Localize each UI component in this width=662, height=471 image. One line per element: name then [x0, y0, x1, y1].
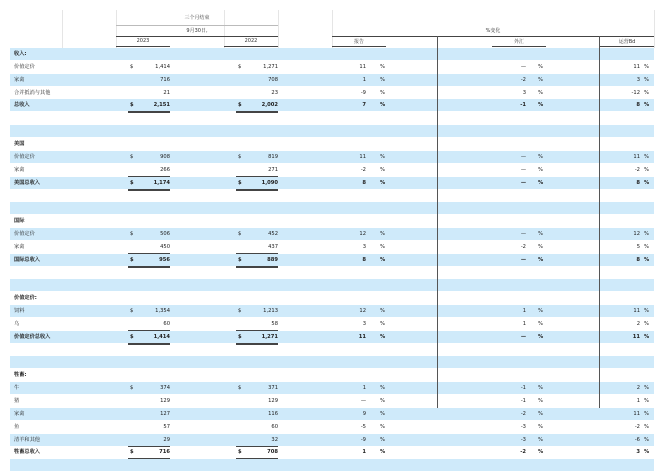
value-2022: 708	[236, 446, 278, 460]
percent-sign: %	[644, 166, 649, 173]
percent-sign: %	[380, 333, 386, 340]
spacer-row	[10, 356, 654, 368]
value-2023: 1,174	[128, 177, 170, 191]
value-2023: 129	[160, 397, 170, 404]
row-label: 饲料	[14, 308, 25, 314]
reported-change: —	[360, 397, 366, 404]
spacer-row	[10, 125, 654, 137]
value-2023: 716	[128, 446, 170, 460]
row-label: 价值定价:	[14, 295, 37, 302]
header-rule	[224, 46, 278, 47]
header-rule	[492, 46, 546, 47]
value-2022: 271	[268, 166, 278, 173]
organic-change: -6	[634, 436, 640, 443]
value-2023: 450	[160, 243, 170, 250]
row-label: 国际总收入	[14, 256, 40, 263]
organic-change: 8	[636, 102, 640, 109]
percent-sign: %	[644, 230, 649, 237]
percent-sign: %	[644, 436, 649, 443]
row-label: 牲畜:	[14, 372, 27, 379]
period-date: 9月30日,	[186, 28, 208, 34]
value-2022: 60	[271, 423, 278, 430]
value-2023: 506	[160, 230, 170, 237]
row-label: 家禽	[14, 243, 25, 250]
table-row	[10, 74, 654, 86]
currency-symbol: $	[238, 449, 242, 456]
currency-symbol: $	[238, 308, 242, 314]
header-rule	[116, 25, 278, 26]
percent-sign: %	[380, 166, 385, 173]
fx-change: —	[520, 333, 526, 340]
spacer-row	[10, 202, 654, 214]
table-row	[10, 318, 654, 330]
percent-sign: %	[380, 102, 386, 109]
reported-change: -2	[360, 166, 366, 173]
organic-change: 11	[633, 63, 640, 70]
row-label: 家禽	[14, 76, 25, 83]
value-2022: 129	[268, 397, 278, 404]
row-label: 乌	[14, 320, 20, 327]
value-2023: 57	[163, 423, 170, 430]
currency-symbol: $	[130, 153, 134, 160]
fx-change: 3	[522, 89, 526, 96]
percent-sign: %	[380, 256, 386, 263]
currency-symbol: $	[238, 333, 242, 340]
reported-change: 3	[362, 320, 366, 327]
fx-change: 1	[522, 308, 526, 314]
section-header-row	[10, 215, 654, 227]
spacer-row	[10, 344, 654, 356]
row-label: 美国	[14, 140, 25, 147]
header-rule	[332, 46, 386, 47]
organic-change: 11	[632, 333, 640, 340]
reported-change: 1	[362, 385, 366, 392]
row-label: 国际	[14, 218, 25, 225]
currency-symbol: $	[130, 308, 134, 314]
value-2022: 708	[268, 76, 278, 83]
value-2022: 1,213	[263, 308, 278, 314]
fx-change: -2	[520, 243, 526, 250]
percent-sign: %	[538, 423, 543, 430]
organic-change: 1	[636, 397, 640, 404]
fx-change: —	[520, 153, 526, 160]
organic-change: -12	[631, 89, 640, 96]
currency-symbol: $	[238, 179, 242, 186]
organic-change: -2	[634, 166, 640, 173]
header-rule	[332, 36, 654, 37]
percent-sign: %	[538, 89, 543, 96]
organic-change: 8	[636, 256, 640, 263]
grid-line	[278, 10, 279, 48]
fx-change: -3	[520, 436, 526, 443]
value-2023: 1,354	[155, 308, 170, 314]
value-2022: 23	[271, 89, 278, 96]
currency-symbol: $	[130, 256, 134, 263]
reported-change: 11	[359, 63, 366, 70]
currency-symbol: $	[238, 256, 242, 263]
percent-sign: %	[538, 436, 543, 443]
row-label: 价值定价	[14, 230, 35, 237]
percent-sign: %	[644, 333, 650, 340]
reported-change: -9	[360, 89, 366, 96]
reported-change: -5	[360, 423, 366, 430]
percent-sign: %	[644, 385, 649, 392]
organic-change: 11	[633, 410, 640, 417]
organic-change: 12	[633, 230, 640, 237]
value-2023: 127	[160, 410, 170, 417]
percent-sign: %	[538, 449, 544, 456]
currency-symbol: $	[238, 230, 242, 237]
percent-sign: %	[644, 397, 649, 404]
percent-sign: %	[538, 410, 543, 417]
percent-sign: %	[538, 397, 543, 404]
section-header-row	[10, 138, 654, 150]
percent-sign: %	[538, 179, 544, 186]
percent-sign: %	[380, 397, 385, 404]
percent-sign: %	[380, 308, 385, 314]
table-row	[10, 151, 654, 163]
percent-sign: %	[538, 166, 543, 173]
value-2022: 32	[271, 436, 278, 443]
percent-sign: %	[644, 256, 650, 263]
value-2022: 452	[268, 230, 278, 237]
percent-sign: %	[380, 76, 385, 83]
reported-change: 1	[362, 76, 366, 83]
organic-change: -2	[634, 423, 640, 430]
percent-sign: %	[644, 449, 650, 456]
value-2022: 1,271	[263, 63, 278, 70]
organic-change: 5	[636, 243, 640, 250]
currency-symbol: $	[130, 333, 134, 340]
percent-sign: %	[538, 76, 543, 83]
fx-change: —	[520, 230, 526, 237]
currency-symbol: $	[130, 179, 134, 186]
organic-change: 3	[636, 449, 640, 456]
row-label: 收入:	[14, 51, 27, 57]
fx-change: 1	[522, 320, 526, 327]
fx-change: -1	[520, 385, 526, 392]
currency-symbol: $	[238, 385, 242, 392]
table-row	[10, 305, 654, 317]
fx-change: -1	[520, 397, 526, 404]
reported-header: 报告	[353, 39, 364, 45]
fx-change: —	[520, 166, 526, 173]
currency-symbol: $	[238, 63, 242, 70]
percent-sign: %	[644, 76, 649, 83]
table-row	[10, 241, 654, 253]
reported-change: 7	[362, 102, 366, 109]
percent-sign: %	[380, 230, 385, 237]
header-rule	[116, 36, 278, 37]
value-2023: 266	[160, 166, 170, 173]
fx-change: —	[520, 179, 526, 186]
currency-symbol: $	[130, 385, 134, 392]
value-2023: 956	[128, 254, 170, 268]
reported-change: 9	[362, 410, 366, 417]
table-row	[10, 164, 654, 176]
value-2023: 1,414	[128, 331, 170, 345]
value-2023: 60	[163, 320, 170, 327]
organic-change: 11	[633, 153, 640, 160]
section-header-row	[10, 48, 654, 60]
row-label: 美国总收入	[14, 179, 40, 186]
percent-sign: %	[380, 153, 385, 160]
percent-sign: %	[538, 153, 543, 160]
row-label: 鱼	[14, 423, 20, 430]
table-row	[10, 382, 654, 394]
value-2022: 2,002	[236, 99, 278, 113]
currency-symbol: $	[238, 102, 242, 109]
table-row	[10, 395, 654, 407]
row-label: 家禽	[14, 410, 25, 417]
percent-sign: %	[644, 153, 649, 160]
period-title: 三个月结束	[184, 15, 210, 21]
currency-symbol: $	[130, 102, 134, 109]
percent-sign: %	[644, 63, 649, 70]
percent-sign: %	[644, 320, 649, 327]
header-rule	[116, 46, 170, 47]
organic-change: 3	[636, 76, 640, 83]
section-header-row	[10, 292, 654, 304]
fx-change: -1	[520, 102, 526, 109]
percent-sign: %	[644, 102, 650, 109]
percent-sign: %	[538, 256, 544, 263]
reported-change: 8	[362, 256, 366, 263]
total-row	[10, 446, 654, 458]
total-row	[10, 177, 654, 189]
organic-change: 8	[636, 179, 640, 186]
percent-sign: %	[380, 423, 385, 430]
value-2023: 716	[160, 76, 170, 83]
fx-change: -3	[520, 423, 526, 430]
organic-header: 运营Bd	[618, 39, 636, 45]
percent-sign: %	[380, 436, 385, 443]
grid-line	[62, 10, 63, 48]
value-2023: 374	[160, 385, 170, 392]
section-header-row	[10, 369, 654, 381]
value-2022: 1,271	[236, 331, 278, 345]
row-label: 猪	[14, 397, 20, 404]
percent-sign: %	[538, 102, 544, 109]
percent-sign: %	[538, 333, 544, 340]
percent-sign: %	[538, 243, 543, 250]
table-row	[10, 421, 654, 433]
header-rule	[600, 46, 654, 47]
value-2022: 819	[268, 153, 278, 160]
percent-sign: %	[380, 89, 385, 96]
reported-change: 11	[358, 333, 366, 340]
col-2022-header: 2022	[244, 38, 258, 44]
percent-sign: %	[644, 243, 649, 250]
table-row	[10, 408, 654, 420]
spacer-row	[10, 266, 654, 278]
percent-sign: %	[644, 308, 649, 314]
total-row	[10, 254, 654, 266]
value-2022: 58	[271, 320, 278, 327]
organic-change: 2	[636, 385, 640, 392]
spacer-row	[10, 189, 654, 201]
value-2022: 1,090	[236, 177, 278, 191]
value-2023: 1,414	[155, 63, 170, 70]
row-label: 牲畜总收入	[14, 449, 40, 456]
reported-change: -9	[360, 436, 366, 443]
percent-sign: %	[644, 410, 649, 417]
reported-change: 12	[359, 230, 366, 237]
col-2023-header: 2023	[136, 38, 150, 44]
reported-change: 12	[359, 308, 366, 314]
row-label: 价值定价总收入	[14, 333, 51, 340]
organic-change: 11	[633, 308, 640, 314]
grid-line	[654, 10, 655, 48]
reported-change: 3	[362, 243, 366, 250]
spacer-row	[10, 279, 654, 291]
fx-change: -2	[520, 449, 526, 456]
spacer-row	[10, 459, 654, 471]
currency-symbol: $	[238, 153, 242, 160]
percent-sign: %	[644, 179, 650, 186]
row-label: 价值定价	[14, 63, 35, 70]
percent-sign: %	[538, 385, 543, 392]
reported-change: 8	[362, 179, 366, 186]
percent-sign: %	[380, 410, 385, 417]
value-2022: 889	[236, 254, 278, 268]
value-2023: 2,151	[128, 99, 170, 113]
currency-symbol: $	[130, 230, 134, 237]
percent-sign: %	[538, 320, 543, 327]
value-2022: 437	[268, 243, 278, 250]
value-2022: 116	[268, 410, 278, 417]
percent-sign: %	[538, 308, 543, 314]
fx-change: -2	[520, 76, 526, 83]
table-row	[10, 228, 654, 240]
organic-change: 2	[636, 320, 640, 327]
row-label: 家禽	[14, 166, 25, 173]
spacer-row	[10, 112, 654, 124]
value-2023: 908	[160, 153, 170, 160]
currency-symbol: $	[130, 449, 134, 456]
percent-sign: %	[538, 63, 543, 70]
fx-change: —	[520, 256, 526, 263]
percent-sign: %	[538, 230, 543, 237]
row-label: 总收入	[14, 102, 30, 109]
total-row	[10, 331, 654, 343]
table-row	[10, 434, 654, 446]
total-row	[10, 99, 654, 111]
pct-change-header: %变化	[485, 28, 501, 34]
row-label: 价值定价	[14, 153, 35, 160]
percent-sign: %	[380, 243, 385, 250]
column-divider	[599, 36, 600, 408]
percent-sign: %	[380, 63, 385, 70]
percent-sign: %	[380, 449, 386, 456]
percent-sign: %	[380, 385, 385, 392]
value-2022: 371	[268, 385, 278, 392]
reported-change: 1	[362, 449, 366, 456]
fx-header: 外汇	[513, 39, 524, 45]
table-row	[10, 87, 654, 99]
percent-sign: %	[644, 423, 649, 430]
fx-change: —	[520, 63, 526, 70]
table-row	[10, 61, 654, 73]
value-2023: 21	[163, 89, 170, 96]
percent-sign: %	[644, 89, 649, 96]
percent-sign: %	[380, 179, 386, 186]
currency-symbol: $	[130, 63, 134, 70]
reported-change: 11	[359, 153, 366, 160]
row-label: 牛	[14, 385, 20, 392]
row-label: 清羊和其他	[14, 436, 40, 443]
column-divider	[437, 36, 438, 408]
row-label: 合并抵消与其他	[14, 89, 51, 96]
percent-sign: %	[380, 320, 385, 327]
fx-change: -2	[520, 410, 526, 417]
value-2023: 29	[163, 436, 170, 443]
